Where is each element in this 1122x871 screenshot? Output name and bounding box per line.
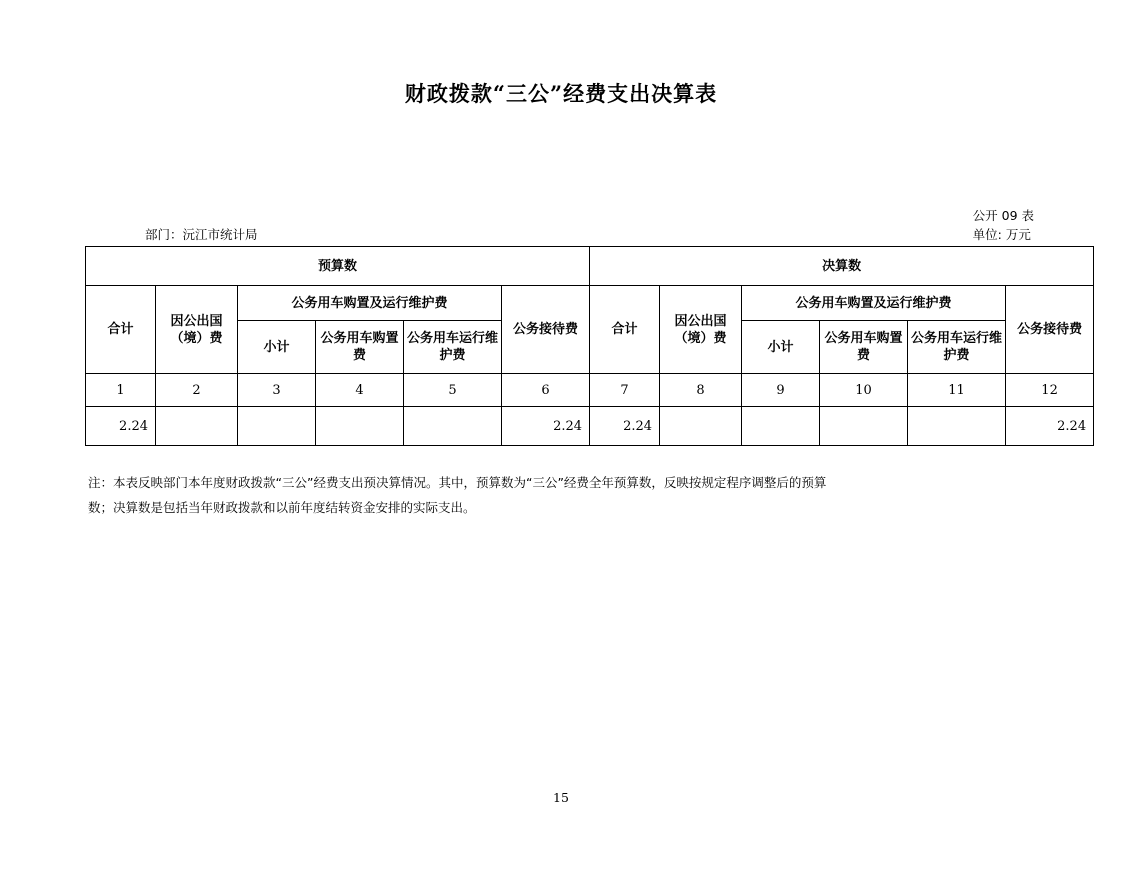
col-budget-vehicle-sub: 小计 bbox=[238, 321, 316, 374]
number-cell: 6 bbox=[502, 374, 590, 407]
document-meta-right bbox=[973, 206, 1034, 244]
data-cell: 2.24 bbox=[86, 407, 156, 446]
col-budget-reception: 公务接待费 bbox=[502, 286, 590, 374]
table-row-group-header bbox=[86, 247, 1094, 286]
table-row-numbers bbox=[86, 374, 1094, 407]
col-final-total: 合计 bbox=[590, 286, 660, 374]
department-line bbox=[145, 225, 258, 243]
note-line-2: 数；决算数是包括当年财政拨款和以前年度结转资金安排的实际支出。 bbox=[88, 500, 476, 515]
budget-table bbox=[85, 246, 1094, 446]
unit-label: 单位: 万元 bbox=[972, 227, 1031, 242]
group-header-final: 决算数 bbox=[590, 247, 1094, 286]
number-cell: 9 bbox=[742, 374, 820, 407]
data-cell bbox=[742, 407, 820, 446]
number-cell: 1 bbox=[86, 374, 156, 407]
data-cell bbox=[404, 407, 502, 446]
number-cell: 2 bbox=[156, 374, 238, 407]
department-label: 部门： bbox=[145, 227, 183, 242]
page-number: 15 bbox=[553, 790, 569, 805]
data-cell bbox=[238, 407, 316, 446]
col-final-vehicle-group: 公务用车购置及运行维护费 bbox=[742, 286, 1006, 321]
data-cell bbox=[908, 407, 1006, 446]
number-cell: 4 bbox=[316, 374, 404, 407]
col-final-vehicle-sub: 小计 bbox=[742, 321, 820, 374]
number-cell: 8 bbox=[660, 374, 742, 407]
data-cell: 2.24 bbox=[590, 407, 660, 446]
budget-table-wrapper bbox=[85, 246, 1087, 446]
form-code: 公开 09 表 bbox=[972, 208, 1034, 223]
col-final-abroad: 因公出国（境）费 bbox=[660, 286, 742, 374]
number-cell: 10 bbox=[820, 374, 908, 407]
number-cell: 5 bbox=[404, 374, 502, 407]
department-name: 沅江市统计局 bbox=[182, 227, 258, 242]
col-budget-total: 合计 bbox=[86, 286, 156, 374]
page-title: 财政拨款“三公”经费支出决算表 bbox=[404, 81, 718, 106]
data-cell: 2.24 bbox=[1006, 407, 1094, 446]
note-prefix: 注： bbox=[88, 475, 114, 490]
table-note bbox=[88, 470, 1038, 520]
col-final-reception: 公务接待费 bbox=[1006, 286, 1094, 374]
number-cell: 11 bbox=[908, 374, 1006, 407]
col-budget-vehicle-operate: 公务用车运行维护费 bbox=[404, 321, 502, 374]
data-cell: 2.24 bbox=[502, 407, 590, 446]
number-cell: 12 bbox=[1006, 374, 1094, 407]
number-cell: 3 bbox=[238, 374, 316, 407]
col-budget-vehicle-purchase: 公务用车购置费 bbox=[316, 321, 404, 374]
col-final-vehicle-purchase: 公务用车购置费 bbox=[820, 321, 908, 374]
col-budget-abroad: 因公出国（境）费 bbox=[156, 286, 238, 374]
data-cell bbox=[660, 407, 742, 446]
data-cell bbox=[156, 407, 238, 446]
table-row-subgroup-header bbox=[86, 286, 1094, 321]
col-final-vehicle-operate: 公务用车运行维护费 bbox=[908, 321, 1006, 374]
note-line-1: 本表反映部门本年度财政拨款“三公”经费支出预决算情况。其中，预算数为“三公”经费全年预算数，反映按规定程序调整后的预算 bbox=[113, 475, 827, 490]
data-cell bbox=[316, 407, 404, 446]
col-budget-vehicle-group: 公务用车购置及运行维护费 bbox=[238, 286, 502, 321]
table-row-data bbox=[86, 407, 1094, 446]
data-cell bbox=[820, 407, 908, 446]
number-cell: 7 bbox=[590, 374, 660, 407]
group-header-budget: 预算数 bbox=[86, 247, 590, 286]
document-page bbox=[0, 78, 1122, 871]
